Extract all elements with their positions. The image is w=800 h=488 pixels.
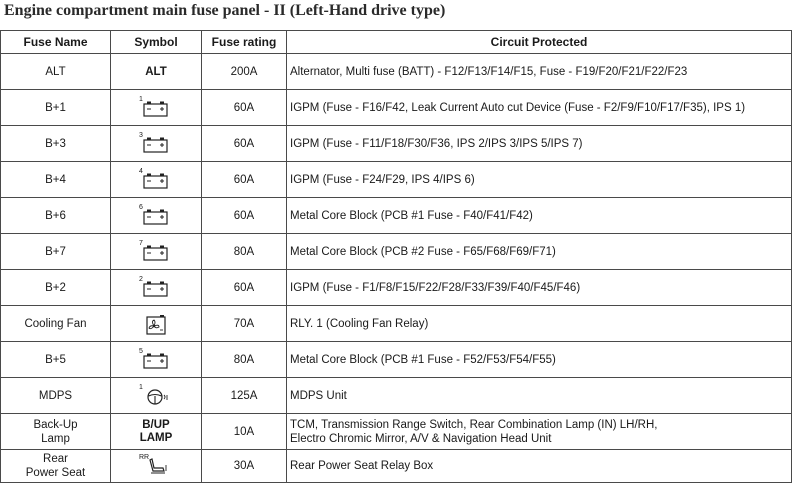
fuse-rating: 125A <box>202 378 287 414</box>
fuse-rating: 10A <box>202 414 287 450</box>
circuit-protected: IGPM (Fuse - F11/F18/F30/F36, IPS 2/IPS 3/IPS 5/IPS 7) <box>287 126 792 162</box>
battery-number: 3 <box>139 131 143 139</box>
circuit-line: TCM, Transmission Range Switch, Rear Combination Lamp (IN) LH/RH, <box>290 418 658 431</box>
header-circuit-protected: Circuit Protected <box>287 31 792 54</box>
fuse-rating: 60A <box>202 198 287 234</box>
table-row <box>1 234 792 270</box>
circuit-protected: Rear Power Seat Relay Box <box>287 450 792 483</box>
page-title: Engine compartment main fuse panel - II (Left-Hand drive type) <box>4 2 446 19</box>
symbol-line: LAMP <box>139 431 173 444</box>
circuit-protected: RLY. 1 (Cooling Fan Relay) <box>287 306 792 342</box>
table-row <box>1 414 792 450</box>
fuse-name: B+6 <box>1 198 111 234</box>
battery-number: 5 <box>139 347 143 355</box>
fuse-name: B+2 <box>1 270 111 306</box>
battery-number: 4 <box>139 167 143 175</box>
fuse-rating: 60A <box>202 90 287 126</box>
rear-seat-icon <box>138 456 174 476</box>
header-fuse-rating: Fuse rating <box>202 31 287 54</box>
fuse-name-line: Power Seat <box>25 467 86 479</box>
circuit-protected: MDPS Unit <box>287 378 792 414</box>
fuse-name-line: Lamp <box>41 432 70 445</box>
table-row <box>1 198 792 234</box>
fuse-rating: 80A <box>202 342 287 378</box>
fuse-rating: 200A <box>202 54 287 90</box>
fuse-rating: 60A <box>202 162 287 198</box>
fuse-rating: 30A <box>202 450 287 483</box>
table-row <box>1 90 792 126</box>
circuit-protected: IGPM (Fuse - F16/F42, Leak Current Auto cut Device (Fuse - F2/F9/F10/F17/F35), IPS 1) <box>287 90 792 126</box>
circuit-protected: Metal Core Block (PCB #2 Fuse - F65/F68/F69/F71) <box>287 234 792 270</box>
battery-icon <box>138 239 174 262</box>
table-row <box>1 270 792 306</box>
fuse-rating: 60A <box>202 270 287 306</box>
circuit-protected <box>287 414 792 450</box>
table-row <box>1 342 792 378</box>
cooling-fan-icon <box>138 314 174 334</box>
symbol-text <box>111 414 202 450</box>
fuse-name <box>1 450 111 483</box>
table-row <box>1 126 792 162</box>
steering-wheel-icon <box>138 383 174 406</box>
battery-number: 1 <box>139 95 143 103</box>
battery-number: 2 <box>139 275 143 283</box>
battery-number: 6 <box>139 203 143 211</box>
circuit-protected: Alternator, Multi fuse (BATT) - F12/F13/F14/F15, Fuse - F19/F20/F21/F22/F23 <box>287 54 792 90</box>
seat-label: RR <box>139 454 150 461</box>
header-fuse-name: Fuse Name <box>1 31 111 54</box>
steering-number: 1 <box>139 383 143 391</box>
battery-icon <box>138 131 174 154</box>
symbol-text: ALT <box>111 54 202 90</box>
battery-number: 7 <box>139 239 143 247</box>
fuse-rating: 70A <box>202 306 287 342</box>
circuit-protected: IGPM (Fuse - F24/F29, IPS 4/IPS 6) <box>287 162 792 198</box>
table-row <box>1 378 792 414</box>
fuse-name: ALT <box>1 54 111 90</box>
circuit-protected: Metal Core Block (PCB #1 Fuse - F40/F41/F42) <box>287 198 792 234</box>
fuse-name-line: Back-Up <box>33 418 78 431</box>
table-header-row <box>1 31 792 54</box>
table-row <box>1 306 792 342</box>
fuse-name: B+5 <box>1 342 111 378</box>
table-row <box>1 162 792 198</box>
battery-icon <box>138 347 174 370</box>
table-row <box>1 54 792 90</box>
fuse-rating: 60A <box>202 126 287 162</box>
fuse-name <box>1 414 111 450</box>
battery-icon <box>138 275 174 298</box>
table-row <box>1 450 792 483</box>
fuse-name: B+4 <box>1 162 111 198</box>
fuse-table <box>0 30 792 483</box>
fuse-name: B+3 <box>1 126 111 162</box>
fuse-name: B+1 <box>1 90 111 126</box>
battery-icon <box>138 167 174 190</box>
circuit-protected: IGPM (Fuse - F1/F8/F15/F22/F28/F33/F39/F40/F45/F46) <box>287 270 792 306</box>
fuse-name-line: Rear <box>43 453 68 465</box>
circuit-protected: Metal Core Block (PCB #1 Fuse - F52/F53/F54/F55) <box>287 342 792 378</box>
fuse-name: B+7 <box>1 234 111 270</box>
circuit-line: Electro Chromic Mirror, A/V & Navigation Head Unit <box>290 432 552 445</box>
fuse-name: MDPS <box>1 378 111 414</box>
battery-icon <box>138 203 174 226</box>
header-symbol: Symbol <box>111 31 202 54</box>
symbol-line: B/UP <box>142 418 170 431</box>
fuse-rating: 80A <box>202 234 287 270</box>
fuse-name: Cooling Fan <box>1 306 111 342</box>
battery-icon <box>138 95 174 118</box>
